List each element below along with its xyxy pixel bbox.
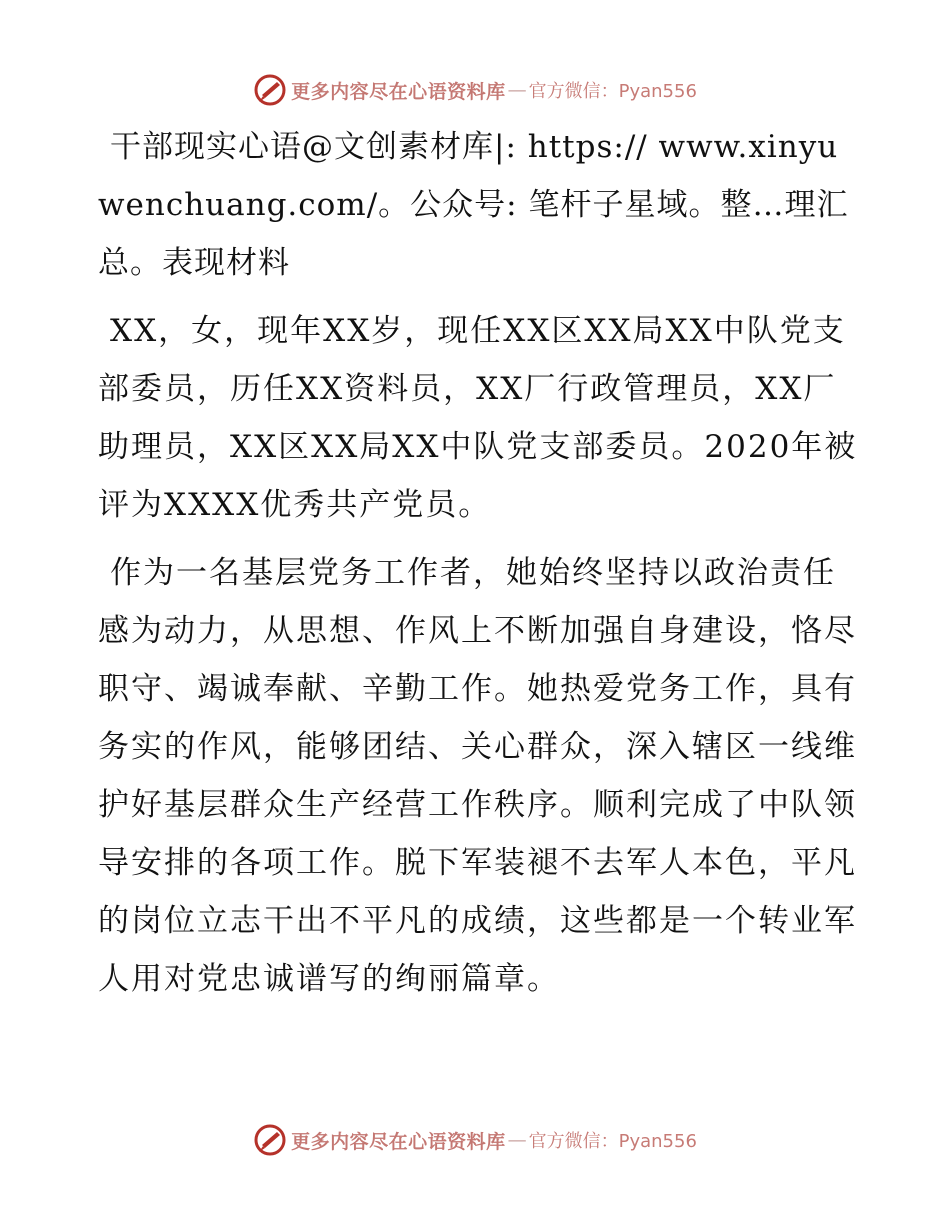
pen-logo-icon — [253, 1123, 287, 1157]
document-body — [98, 118, 858, 1018]
pen-logo-icon — [253, 73, 287, 107]
paragraph-profile: XX，女，现年XX岁，现任XX区XX局XX中队党支部委员，历任XX资料员，XX厂行政管理员，XX厂助理员，XX区XX局XX中队党支部委员。2020年被评为XXXX优秀共产党员。 — [98, 313, 858, 523]
banner-wechat-text: 官方微信：Pyan556 — [528, 1131, 697, 1152]
header-banner — [0, 70, 950, 110]
banner-main-text: 更多内容尽在心语资料库 — [291, 80, 506, 103]
paragraph-performance: 作为一名基层党务工作者，她始终坚持以政治责任感为动力，从思想、作风上不断加强自身建设，恪尽职守、竭诚奉献、辛勤工作。她热爱党务工作，具有务实的作风，能够团结、关心群众，深入辖区一线维护好基层群众生产经营工作秩序。顺利完成了中队领导安排的各项工作。脱下军装褪不去军人本色，平凡的岗位立志干出不平凡的成绩，这些都是一个转业军人用对党忠诚谱写的绚丽篇章。 — [98, 555, 857, 997]
paragraph-intro: 干部现实心语@文创素材库|: https:// www.xinyuwenchuang.com/。公众号: 笔杆子星域。整…理汇总。表现材料 — [98, 129, 849, 281]
banner-separator: — — [507, 1129, 527, 1151]
banner-main-text: 更多内容尽在心语资料库 — [291, 1130, 506, 1153]
banner-separator: — — [507, 79, 527, 101]
footer-banner — [0, 1120, 950, 1160]
banner-wechat-text: 官方微信：Pyan556 — [528, 81, 697, 102]
